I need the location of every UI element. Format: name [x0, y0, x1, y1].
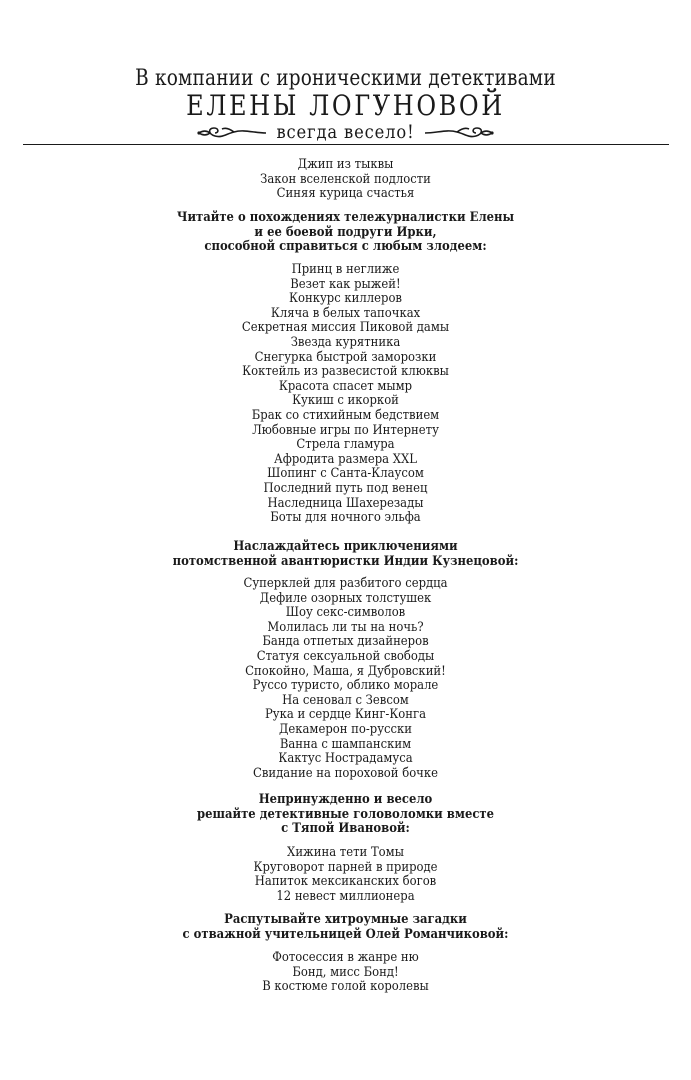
book-title: Синяя курица счастья [276, 186, 415, 202]
series-intro-line: потомственной авантюристки Индии Кузнецовой: [172, 553, 519, 569]
book-title: Последний путь под венец [263, 480, 428, 496]
series-intro [0, 913, 691, 942]
series-intro [0, 793, 691, 837]
book-title: Декамерон по-русски [278, 721, 413, 737]
book-title: Красота спасет мымр [278, 378, 413, 394]
book-title: Секретная миссия Пиковой дамы [241, 320, 450, 336]
book-title: В костюме голой королевы [262, 979, 429, 995]
series-title-list [0, 951, 691, 995]
book-title: Молилась ли ты на ночь? [267, 619, 424, 635]
series-title-list [0, 263, 691, 526]
series-intro-line: способной справиться с любым злодеем: [204, 239, 487, 255]
book-title: Любовные игры по Интернету [252, 422, 439, 438]
series-title-list [0, 577, 691, 781]
book-title: Бонд, мисс Бонд! [292, 964, 399, 980]
book-title: Джип из тыквы [297, 157, 394, 172]
series-intro-line: и ее боевой подруги Ирки, [254, 224, 437, 240]
book-title: Коктейль из развесистой клюквы [242, 364, 449, 380]
book-title: Брак со стихийным бедствием [251, 407, 440, 423]
book-title: Фотосессия в жанре ню [272, 950, 419, 965]
header-line: В компании с ироническими детективами [135, 66, 556, 91]
book-title: Шоу секс-символов [285, 605, 406, 621]
series-intro-line: Читайте о похождениях тележурналистки Елены [176, 210, 515, 225]
book-title: Звезда курятника [290, 334, 401, 350]
book-title: Конкурс киллеров [289, 291, 402, 307]
book-title: Шопинг с Санта-Клаусом [267, 466, 424, 482]
book-title: Афродита размера XXL [273, 451, 418, 467]
book-title: Спокойно, Маша, я Дубровский! [245, 663, 446, 679]
book-title: 12 невест миллионера [276, 888, 415, 904]
author-name: ЕЛЕНЫ ЛОГУНОВОЙ [186, 89, 505, 122]
book-title: Закон вселенской подлости [260, 171, 431, 187]
book-title: Стрела гламура [296, 437, 395, 453]
series-intro [0, 540, 691, 569]
book-title: Круговорот парней в природе [253, 859, 438, 875]
flourish-ornament-icon [423, 124, 495, 140]
book-title: Рука и сердце Кинг-Конга [264, 707, 427, 723]
book-title: Принц в неглиже [291, 262, 400, 277]
book-title: Кляча в белых тапочках [270, 305, 421, 321]
book-title: Дефиле озорных толстушек [259, 590, 432, 606]
book-title: На сеновал с Зевсом [282, 692, 409, 708]
series-intro-line: с отважной учительницей Олей Романчиковой: [182, 926, 509, 942]
book-title: Боты для ночного эльфа [270, 510, 421, 526]
book-title: Кактус Нострадамуса [278, 751, 413, 767]
book-title: Хижина тети Томы [287, 845, 404, 860]
series-intro [0, 211, 691, 255]
book-title: Свидание на пороховой бочке [253, 765, 438, 781]
series-intro-line: Наслаждайтесь приключениями [233, 539, 458, 554]
book-title: Руссо туристо, облико морале [252, 678, 439, 694]
header-divider [23, 144, 669, 145]
book-title: Ванна с шампанским [279, 736, 412, 752]
book-title: Снегурка быстрой заморозки [254, 349, 437, 365]
series-intro-line: Распутывайте хитроумные загадки [224, 912, 467, 927]
series-intro-line: Непринужденно и весело [258, 792, 433, 807]
series-intro-line: решайте детективные головоломки вместе [196, 806, 494, 822]
header-tagline: всегда весело! [276, 121, 415, 143]
standalone-title-list [0, 158, 691, 202]
series-title-list [0, 846, 691, 904]
book-title: Банда отпетых дизайнеров [262, 634, 429, 650]
book-title: Напиток мексиканских богов [254, 874, 437, 890]
book-title: Наследница Шахерезады [267, 495, 424, 511]
book-title: Кукиш с икоркой [292, 393, 399, 409]
book-title: Статуя сексуальной свободы [256, 648, 435, 664]
series-intro-line: с Тяпой Ивановой: [281, 821, 410, 837]
book-title: Суперклей для разбитого сердца [243, 576, 448, 591]
header-tagline-row [0, 120, 691, 144]
book-title: Везет как рыжей! [290, 276, 401, 292]
